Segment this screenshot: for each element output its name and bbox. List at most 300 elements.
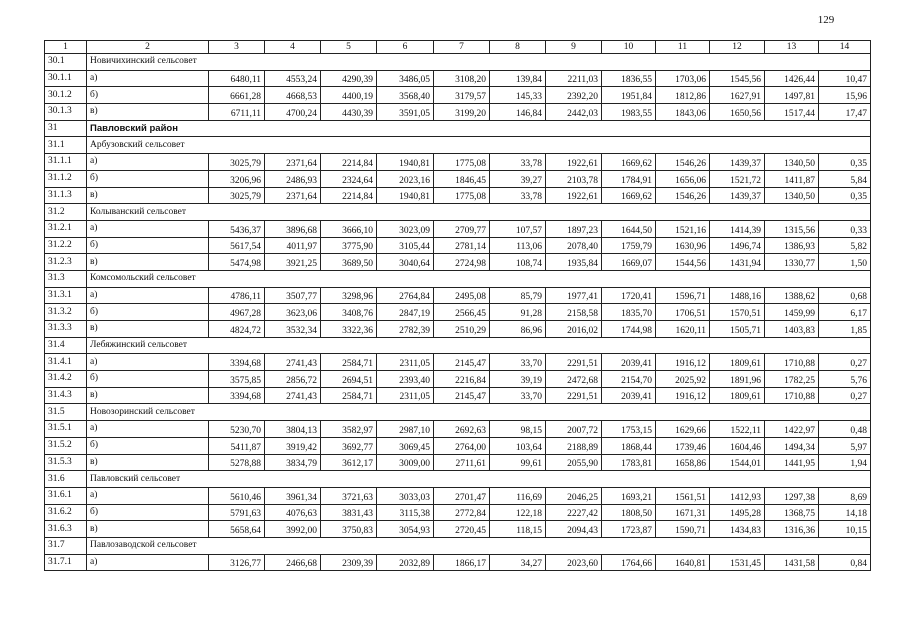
value-cell: 1983,55: [602, 104, 656, 121]
value-cell: 1739,46: [656, 437, 710, 454]
value-cell: 2692,63: [434, 421, 490, 438]
value-cell: 1650,56: [710, 104, 765, 121]
header-cell: 6: [377, 41, 434, 54]
table-row: [45, 554, 871, 571]
value-cell: 5474,98: [209, 254, 265, 271]
value-cell: 1546,26: [656, 154, 710, 171]
value-cell: 1431,58: [765, 554, 819, 571]
row-number: 31.6.3: [45, 521, 87, 538]
value-cell: 2510,29: [434, 321, 490, 338]
value-cell: 4553,24: [265, 70, 321, 87]
value-cell: 1710,88: [765, 354, 819, 371]
value-cell: 1630,96: [656, 237, 710, 254]
value-cell: 1386,93: [765, 237, 819, 254]
value-cell: 1330,77: [765, 254, 819, 271]
value-cell: 1426,44: [765, 70, 819, 87]
value-cell: 1706,51: [656, 304, 710, 321]
header-cell: 4: [265, 41, 321, 54]
row-number: 31.5.1: [45, 421, 87, 438]
value-cell: 1775,08: [434, 154, 490, 171]
value-cell: 1441,95: [765, 454, 819, 471]
value-cell: 3750,83: [321, 521, 377, 538]
value-cell: 1439,37: [710, 154, 765, 171]
value-cell: 1891,96: [710, 371, 765, 388]
value-cell: 1843,06: [656, 104, 710, 121]
value-cell: 2324,64: [321, 170, 377, 187]
row-category: а): [87, 220, 209, 237]
value-cell: 1916,12: [656, 387, 710, 404]
value-cell: 5617,54: [209, 237, 265, 254]
value-cell: 1866,17: [434, 554, 490, 571]
value-cell: 33,78: [490, 187, 546, 204]
value-cell: 1439,37: [710, 187, 765, 204]
value-cell: 1809,61: [710, 387, 765, 404]
tariff-table: [44, 40, 871, 571]
value-cell: 1669,07: [602, 254, 656, 271]
value-cell: 2584,71: [321, 354, 377, 371]
value-cell: 3033,03: [377, 487, 434, 504]
value-cell: 39,19: [490, 371, 546, 388]
value-cell: 1,85: [819, 321, 871, 338]
row-category: а): [87, 354, 209, 371]
value-cell: 98,15: [490, 421, 546, 438]
value-cell: 5610,46: [209, 487, 265, 504]
value-cell: 1521,16: [656, 220, 710, 237]
header-cell: 12: [710, 41, 765, 54]
value-cell: 2724,98: [434, 254, 490, 271]
value-cell: 2709,77: [434, 220, 490, 237]
value-cell: 5,84: [819, 170, 871, 187]
table-body: [45, 41, 871, 571]
value-cell: 1522,11: [710, 421, 765, 438]
value-cell: 6661,28: [209, 87, 265, 104]
value-cell: 1544,56: [656, 254, 710, 271]
value-cell: 3126,77: [209, 554, 265, 571]
row-category: б): [87, 87, 209, 104]
value-cell: 3298,96: [321, 287, 377, 304]
value-cell: 2486,93: [265, 170, 321, 187]
row-category: в): [87, 521, 209, 538]
row-category: а): [87, 421, 209, 438]
value-cell: 2023,60: [546, 554, 602, 571]
value-cell: 2007,72: [546, 421, 602, 438]
value-cell: 3831,43: [321, 504, 377, 521]
value-cell: 4668,53: [265, 87, 321, 104]
row-category: а): [87, 287, 209, 304]
value-cell: 3921,25: [265, 254, 321, 271]
settlement-name: Павловский сельсовет: [87, 471, 871, 488]
value-cell: 1546,26: [656, 187, 710, 204]
table-row: [45, 154, 871, 171]
value-cell: 4430,39: [321, 104, 377, 121]
table-row: [45, 104, 871, 121]
value-cell: 33,70: [490, 387, 546, 404]
value-cell: 0,84: [819, 554, 871, 571]
row-category: а): [87, 70, 209, 87]
value-cell: 2772,84: [434, 504, 490, 521]
value-cell: 1753,15: [602, 421, 656, 438]
value-cell: 2584,71: [321, 387, 377, 404]
value-cell: 1422,97: [765, 421, 819, 438]
value-cell: 4967,28: [209, 304, 265, 321]
value-cell: 85,79: [490, 287, 546, 304]
value-cell: 1836,55: [602, 70, 656, 87]
value-cell: 2694,51: [321, 371, 377, 388]
value-cell: 1596,71: [656, 287, 710, 304]
value-cell: 139,84: [490, 70, 546, 87]
value-cell: 2720,45: [434, 521, 490, 538]
table-row: [45, 254, 871, 271]
value-cell: 1723,87: [602, 521, 656, 538]
value-cell: 4076,63: [265, 504, 321, 521]
value-cell: 2145,47: [434, 387, 490, 404]
value-cell: 1545,56: [710, 70, 765, 87]
row-number: 31.7: [45, 537, 87, 554]
row-number: 31.2.3: [45, 254, 87, 271]
value-cell: 108,74: [490, 254, 546, 271]
row-category: б): [87, 170, 209, 187]
value-cell: 1703,06: [656, 70, 710, 87]
value-cell: 1590,71: [656, 521, 710, 538]
row-number: 30.1.1: [45, 70, 87, 87]
table-row: [45, 321, 871, 338]
value-cell: 2371,64: [265, 154, 321, 171]
group-row: [45, 54, 871, 71]
value-cell: 107,57: [490, 220, 546, 237]
value-cell: 10,15: [819, 521, 871, 538]
value-cell: 5791,63: [209, 504, 265, 521]
row-category: б): [87, 504, 209, 521]
row-number: 31.3.3: [45, 321, 87, 338]
value-cell: 3721,63: [321, 487, 377, 504]
value-cell: 34,27: [490, 554, 546, 571]
value-cell: 3199,20: [434, 104, 490, 121]
value-cell: 91,28: [490, 304, 546, 321]
value-cell: 2741,43: [265, 354, 321, 371]
value-cell: 1297,38: [765, 487, 819, 504]
row-category: б): [87, 237, 209, 254]
row-number: 30.1.3: [45, 104, 87, 121]
value-cell: 3025,79: [209, 154, 265, 171]
row-number: 31.4.3: [45, 387, 87, 404]
value-cell: 3394,68: [209, 387, 265, 404]
value-cell: 1620,11: [656, 321, 710, 338]
value-cell: 146,84: [490, 104, 546, 121]
value-cell: 1812,86: [656, 87, 710, 104]
value-cell: 1604,46: [710, 437, 765, 454]
value-cell: 1505,71: [710, 321, 765, 338]
settlement-name: Арбузовский сельсовет: [87, 137, 871, 154]
table-row: [45, 70, 871, 87]
value-cell: 1316,36: [765, 521, 819, 538]
value-cell: 1434,83: [710, 521, 765, 538]
value-cell: 1669,62: [602, 187, 656, 204]
value-cell: 3179,57: [434, 87, 490, 104]
header-cell: 1: [45, 41, 87, 54]
value-cell: 33,78: [490, 154, 546, 171]
row-category: а): [87, 154, 209, 171]
value-cell: 2847,19: [377, 304, 434, 321]
row-number: 31.1: [45, 137, 87, 154]
row-number: 31.1.3: [45, 187, 87, 204]
row-category: в): [87, 387, 209, 404]
table-row: [45, 487, 871, 504]
value-cell: 0,27: [819, 387, 871, 404]
row-number: 31: [45, 120, 87, 137]
value-cell: 3394,68: [209, 354, 265, 371]
value-cell: 2145,47: [434, 354, 490, 371]
value-cell: 1764,66: [602, 554, 656, 571]
value-cell: 3896,68: [265, 220, 321, 237]
district-name: Павловский район: [87, 120, 871, 137]
table-row: [45, 354, 871, 371]
value-cell: 5436,37: [209, 220, 265, 237]
row-category: в): [87, 104, 209, 121]
value-cell: 2211,03: [546, 70, 602, 87]
value-cell: 1783,81: [602, 454, 656, 471]
value-cell: 2311,05: [377, 387, 434, 404]
value-cell: 1340,50: [765, 187, 819, 204]
value-cell: 2094,43: [546, 521, 602, 538]
value-cell: 1897,23: [546, 220, 602, 237]
value-cell: 0,48: [819, 421, 871, 438]
value-cell: 2764,00: [434, 437, 490, 454]
row-number: 31.3.1: [45, 287, 87, 304]
value-cell: 2371,64: [265, 187, 321, 204]
value-cell: 1710,88: [765, 387, 819, 404]
value-cell: 122,18: [490, 504, 546, 521]
value-cell: 2711,61: [434, 454, 490, 471]
value-cell: 1671,31: [656, 504, 710, 521]
row-category: а): [87, 554, 209, 571]
value-cell: 2392,20: [546, 87, 602, 104]
settlement-name: Павлозаводской сельсовет: [87, 537, 871, 554]
value-cell: 1570,51: [710, 304, 765, 321]
table-row: [45, 421, 871, 438]
table-row: [45, 437, 871, 454]
table-row: [45, 220, 871, 237]
value-cell: 3834,79: [265, 454, 321, 471]
value-cell: 2701,47: [434, 487, 490, 504]
value-cell: 118,15: [490, 521, 546, 538]
value-cell: 4824,72: [209, 321, 265, 338]
row-category: б): [87, 371, 209, 388]
value-cell: 3666,10: [321, 220, 377, 237]
value-cell: 0,27: [819, 354, 871, 371]
group-row: [45, 137, 871, 154]
group-row: [45, 204, 871, 221]
value-cell: 1809,61: [710, 354, 765, 371]
value-cell: 2055,90: [546, 454, 602, 471]
value-cell: 1495,28: [710, 504, 765, 521]
value-cell: 5,97: [819, 437, 871, 454]
header-cell: 8: [490, 41, 546, 54]
value-cell: 5,82: [819, 237, 871, 254]
value-cell: 1868,44: [602, 437, 656, 454]
value-cell: 6,17: [819, 304, 871, 321]
value-cell: 1497,81: [765, 87, 819, 104]
value-cell: 116,69: [490, 487, 546, 504]
value-cell: 3486,05: [377, 70, 434, 87]
district-row: [45, 120, 871, 137]
row-category: в): [87, 454, 209, 471]
value-cell: 2442,03: [546, 104, 602, 121]
table-row: [45, 187, 871, 204]
value-cell: 2103,78: [546, 170, 602, 187]
value-cell: 2032,89: [377, 554, 434, 571]
value-cell: 4700,24: [265, 104, 321, 121]
value-cell: 4290,39: [321, 70, 377, 87]
value-cell: 1561,51: [656, 487, 710, 504]
value-cell: 1784,91: [602, 170, 656, 187]
value-cell: 3023,09: [377, 220, 434, 237]
settlement-name: Лебяжинский сельсовет: [87, 337, 871, 354]
header-cell: 2: [87, 41, 209, 54]
value-cell: 2016,02: [546, 321, 602, 338]
value-cell: 2025,92: [656, 371, 710, 388]
value-cell: 0,35: [819, 154, 871, 171]
value-cell: 1835,70: [602, 304, 656, 321]
page-number: 129: [817, 14, 835, 26]
value-cell: 3025,79: [209, 187, 265, 204]
value-cell: 14,18: [819, 504, 871, 521]
table-row: [45, 521, 871, 538]
value-cell: 1431,94: [710, 254, 765, 271]
header-cell: 5: [321, 41, 377, 54]
value-cell: 3408,76: [321, 304, 377, 321]
value-cell: 5230,70: [209, 421, 265, 438]
value-cell: 103,64: [490, 437, 546, 454]
table-row: [45, 170, 871, 187]
value-cell: 3322,36: [321, 321, 377, 338]
value-cell: 1977,41: [546, 287, 602, 304]
value-cell: 1916,12: [656, 354, 710, 371]
row-number: 31.4.1: [45, 354, 87, 371]
header-cell: 3: [209, 41, 265, 54]
value-cell: 2039,41: [602, 354, 656, 371]
value-cell: 6711,11: [209, 104, 265, 121]
value-cell: 4786,11: [209, 287, 265, 304]
value-cell: 1720,41: [602, 287, 656, 304]
group-row: [45, 537, 871, 554]
value-cell: 145,33: [490, 87, 546, 104]
row-number: 31.3.2: [45, 304, 87, 321]
value-cell: 2311,05: [377, 354, 434, 371]
value-cell: 2227,42: [546, 504, 602, 521]
value-cell: 2154,70: [602, 371, 656, 388]
value-cell: 1940,81: [377, 187, 434, 204]
value-cell: 33,70: [490, 354, 546, 371]
table-row: [45, 287, 871, 304]
value-cell: 1627,91: [710, 87, 765, 104]
value-cell: 1922,61: [546, 154, 602, 171]
value-cell: 3115,38: [377, 504, 434, 521]
settlement-name: Новичихинский сельсовет: [87, 54, 871, 71]
value-cell: 1488,16: [710, 287, 765, 304]
value-cell: 15,96: [819, 87, 871, 104]
value-cell: 1922,61: [546, 187, 602, 204]
row-category: б): [87, 437, 209, 454]
header-cell: 14: [819, 41, 871, 54]
group-row: [45, 270, 871, 287]
value-cell: 1935,84: [546, 254, 602, 271]
row-number: 31.5: [45, 404, 87, 421]
value-cell: 3108,20: [434, 70, 490, 87]
value-cell: 3206,96: [209, 170, 265, 187]
row-number: 31.3: [45, 270, 87, 287]
value-cell: 3532,34: [265, 321, 321, 338]
row-category: в): [87, 321, 209, 338]
value-cell: 1368,75: [765, 504, 819, 521]
header-cell: 13: [765, 41, 819, 54]
value-cell: 1644,50: [602, 220, 656, 237]
row-number: 31.7.1: [45, 554, 87, 571]
value-cell: 113,06: [490, 237, 546, 254]
value-cell: 2216,84: [434, 371, 490, 388]
value-cell: 1775,08: [434, 187, 490, 204]
value-cell: 1629,66: [656, 421, 710, 438]
table-row: [45, 504, 871, 521]
table-row: [45, 387, 871, 404]
group-row: [45, 337, 871, 354]
value-cell: 2472,68: [546, 371, 602, 388]
table-row: [45, 237, 871, 254]
settlement-name: Колыванский сельсовет: [87, 204, 871, 221]
row-number: 31.4.2: [45, 371, 87, 388]
value-cell: 1544,01: [710, 454, 765, 471]
value-cell: 99,61: [490, 454, 546, 471]
value-cell: 5,76: [819, 371, 871, 388]
value-cell: 1388,62: [765, 287, 819, 304]
value-cell: 1412,93: [710, 487, 765, 504]
value-cell: 0,68: [819, 287, 871, 304]
value-cell: 1658,86: [656, 454, 710, 471]
row-number: 30.1.2: [45, 87, 87, 104]
value-cell: 3582,97: [321, 421, 377, 438]
value-cell: 2291,51: [546, 387, 602, 404]
value-cell: 3775,90: [321, 237, 377, 254]
value-cell: 3105,44: [377, 237, 434, 254]
row-category: в): [87, 254, 209, 271]
value-cell: 5411,87: [209, 437, 265, 454]
value-cell: 3507,77: [265, 287, 321, 304]
value-cell: 2764,84: [377, 287, 434, 304]
row-number: 31.1.2: [45, 170, 87, 187]
value-cell: 3575,85: [209, 371, 265, 388]
value-cell: 2023,16: [377, 170, 434, 187]
value-cell: 2291,51: [546, 354, 602, 371]
value-cell: 3692,77: [321, 437, 377, 454]
value-cell: 3612,17: [321, 454, 377, 471]
value-cell: 1808,50: [602, 504, 656, 521]
group-row: [45, 471, 871, 488]
value-cell: 3040,64: [377, 254, 434, 271]
row-category: а): [87, 487, 209, 504]
value-cell: 2856,72: [265, 371, 321, 388]
value-cell: 0,33: [819, 220, 871, 237]
value-cell: 3689,50: [321, 254, 377, 271]
value-cell: 1340,50: [765, 154, 819, 171]
value-cell: 17,47: [819, 104, 871, 121]
header-row: [45, 41, 871, 54]
value-cell: 1693,21: [602, 487, 656, 504]
table-row: [45, 454, 871, 471]
value-cell: 3992,00: [265, 521, 321, 538]
value-cell: 1,94: [819, 454, 871, 471]
value-cell: 3069,45: [377, 437, 434, 454]
value-cell: 5278,88: [209, 454, 265, 471]
row-number: 30.1: [45, 54, 87, 71]
